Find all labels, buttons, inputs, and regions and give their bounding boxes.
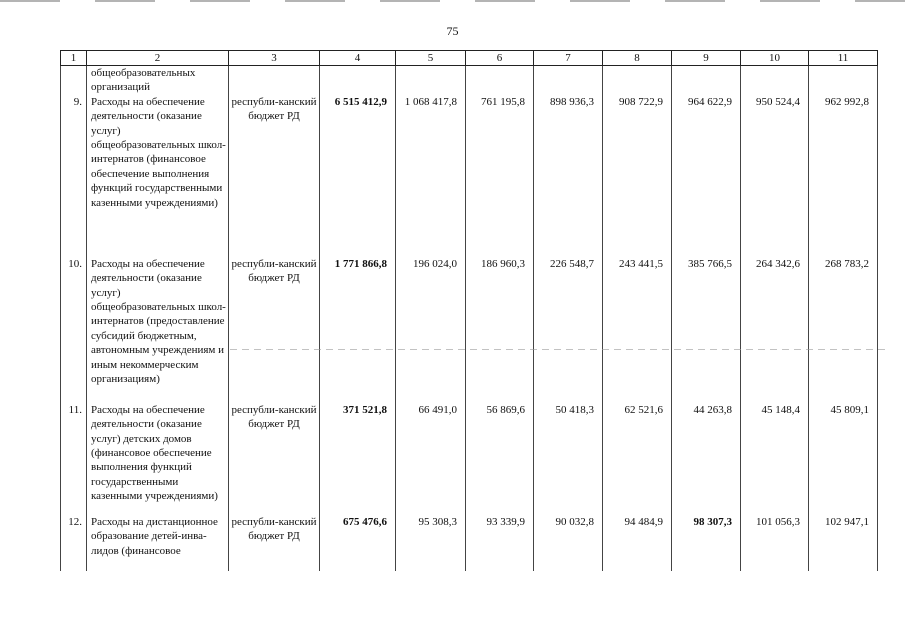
row-value: 66 491,0	[396, 403, 466, 515]
row-value: 962 992,8	[809, 95, 878, 257]
row-index: 10.	[61, 257, 87, 403]
column-header: 5	[396, 51, 466, 66]
row-value: 950 524,4	[741, 95, 809, 257]
row-description: Расходы на обеспечение деятельности (оказание услуг) детских домов (финансовое обеспечение выполнения функций государственными казенными учреждениями)	[87, 403, 229, 515]
row-value: 761 195,8	[466, 95, 534, 257]
row-value: 196 024,0	[396, 257, 466, 403]
row-source: республи-канский бюджет РД	[229, 515, 320, 571]
row-value: 62 521,6	[603, 403, 672, 515]
row-description: Расходы на дистанционное образование детей-инва-лидов (финансовое	[87, 515, 229, 571]
row-value: 102 947,1	[809, 515, 878, 571]
row-total: 6 515 412,9	[320, 95, 396, 257]
row-value: 243 441,5	[603, 257, 672, 403]
row-value: 50 418,3	[534, 403, 603, 515]
row-value: 101 056,3	[741, 515, 809, 571]
row-description: Расходы на обеспечение деятельности (оказание услуг) общеобразовательных школ-интернатов (предоставление субсидий бюджетным, автономным учреждениям и иным некоммерческим организациям)	[87, 257, 229, 403]
row-value: 94 484,9	[603, 515, 672, 571]
page-join-line	[230, 349, 890, 350]
row-index: 11.	[61, 403, 87, 515]
row-total: 371 521,8	[320, 403, 396, 515]
row-value: 186 960,3	[466, 257, 534, 403]
column-header: 8	[603, 51, 672, 66]
budget-table	[60, 50, 878, 571]
continuation-text: общеобразовательных организаций	[87, 66, 229, 95]
continuation-row	[61, 66, 878, 95]
table-row	[61, 403, 878, 515]
table-row	[61, 257, 878, 403]
row-value: 908 722,9	[603, 95, 672, 257]
row-value: 90 032,8	[534, 515, 603, 571]
row-index: 9.	[61, 95, 87, 257]
row-value: 98 307,3	[672, 515, 741, 571]
page-number: 75	[446, 24, 459, 38]
column-header: 6	[466, 51, 534, 66]
column-header: 4	[320, 51, 396, 66]
table-row	[61, 95, 878, 257]
row-source: республи-канский бюджет РД	[229, 95, 320, 257]
row-value: 44 263,8	[672, 403, 741, 515]
row-source: республи-канский бюджет РД	[229, 257, 320, 403]
row-value: 898 936,3	[534, 95, 603, 257]
row-value: 56 869,6	[466, 403, 534, 515]
row-description: Расходы на обеспечение деятельности (оказание услуг) общеобразовательных школ-интернатов (финансовое обеспечение выполнения функций государственными казенными учреждениями)	[87, 95, 229, 257]
column-header: 2	[87, 51, 229, 66]
column-header: 1	[61, 51, 87, 66]
row-value: 964 622,9	[672, 95, 741, 257]
column-header: 10	[741, 51, 809, 66]
column-header: 7	[534, 51, 603, 66]
row-value: 93 339,9	[466, 515, 534, 571]
row-source: республи-канский бюджет РД	[229, 403, 320, 515]
row-index: 12.	[61, 515, 87, 571]
row-total: 1 771 866,8	[320, 257, 396, 403]
row-value: 95 308,3	[396, 515, 466, 571]
row-value: 264 342,6	[741, 257, 809, 403]
table-row	[61, 515, 878, 571]
row-value: 1 068 417,8	[396, 95, 466, 257]
row-value: 45 148,4	[741, 403, 809, 515]
row-value: 385 766,5	[672, 257, 741, 403]
column-header: 9	[672, 51, 741, 66]
column-header: 11	[809, 51, 878, 66]
row-value: 45 809,1	[809, 403, 878, 515]
row-value: 268 783,2	[809, 257, 878, 403]
column-header-row	[61, 51, 878, 66]
scan-edge	[0, 0, 905, 2]
column-header: 3	[229, 51, 320, 66]
row-value: 226 548,7	[534, 257, 603, 403]
row-total: 675 476,6	[320, 515, 396, 571]
